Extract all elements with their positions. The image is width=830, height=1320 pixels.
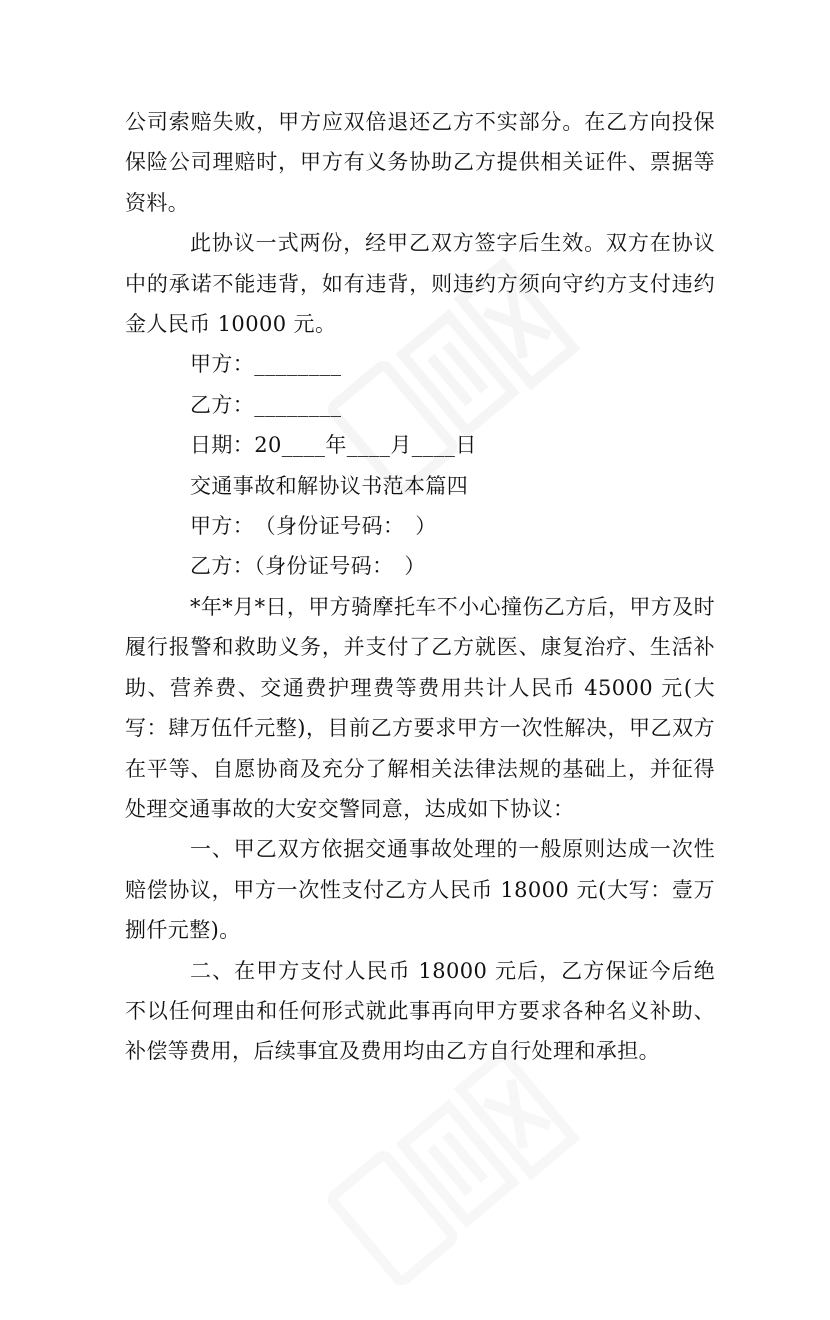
signature-party-a: 甲方：________ (190, 352, 342, 377)
paragraph: 此协议一式两份，经甲乙双方签字后生效。双方在协议中的承诺不能违背，如有违背，则违约方须向守约方支付违约金人民币 10000 元。 (125, 231, 715, 337)
document-body (125, 102, 715, 1072)
party-a-id: 甲方： （身份证号码： ） (190, 514, 437, 539)
signature-date: 日期：20____年____月____日 (190, 433, 477, 458)
paragraph: 二、在甲方支付人民币 18000 元后，乙方保证今后绝不以任何理由和任何形式就此事再向甲方要求各种名义补助、补偿等费用，后续事宜及费用均由乙方自行处理和承担。 (125, 958, 715, 1064)
paragraph: *年*月*日，甲方骑摩托车不小心撞伤乙方后，甲方及时履行报警和救助义务，并支付了乙方就医、康复治疗、生活补助、营养费、交通费护理费等费用共计人民币 45000 元(大写：肆万伍仟元整)，目前乙方要求甲方一次性解决，甲乙双方在平等、自愿协商及充分了解相关法律法规的基础上，并征得处理交通事故的大安交警同意，达成如下协议： (125, 594, 715, 821)
section-title: 交通事故和解协议书范本篇四 (190, 473, 469, 498)
party-b-id: 乙方：（身份证号码： ） (190, 554, 426, 579)
paragraph: 公司索赔失败，甲方应双倍退还乙方不实部分。在乙方向投保保险公司理赔时，甲方有义务协助乙方提供相关证件、票据等资料。 (125, 110, 715, 215)
signature-party-b: 乙方：________ (190, 392, 342, 417)
paragraph: 一、甲乙双方依据交通事故处理的一般原则达成一次性赔偿协议，甲方一次性支付乙方人民币 18000 元(大写：壹万捌仟元整)。 (125, 837, 715, 943)
